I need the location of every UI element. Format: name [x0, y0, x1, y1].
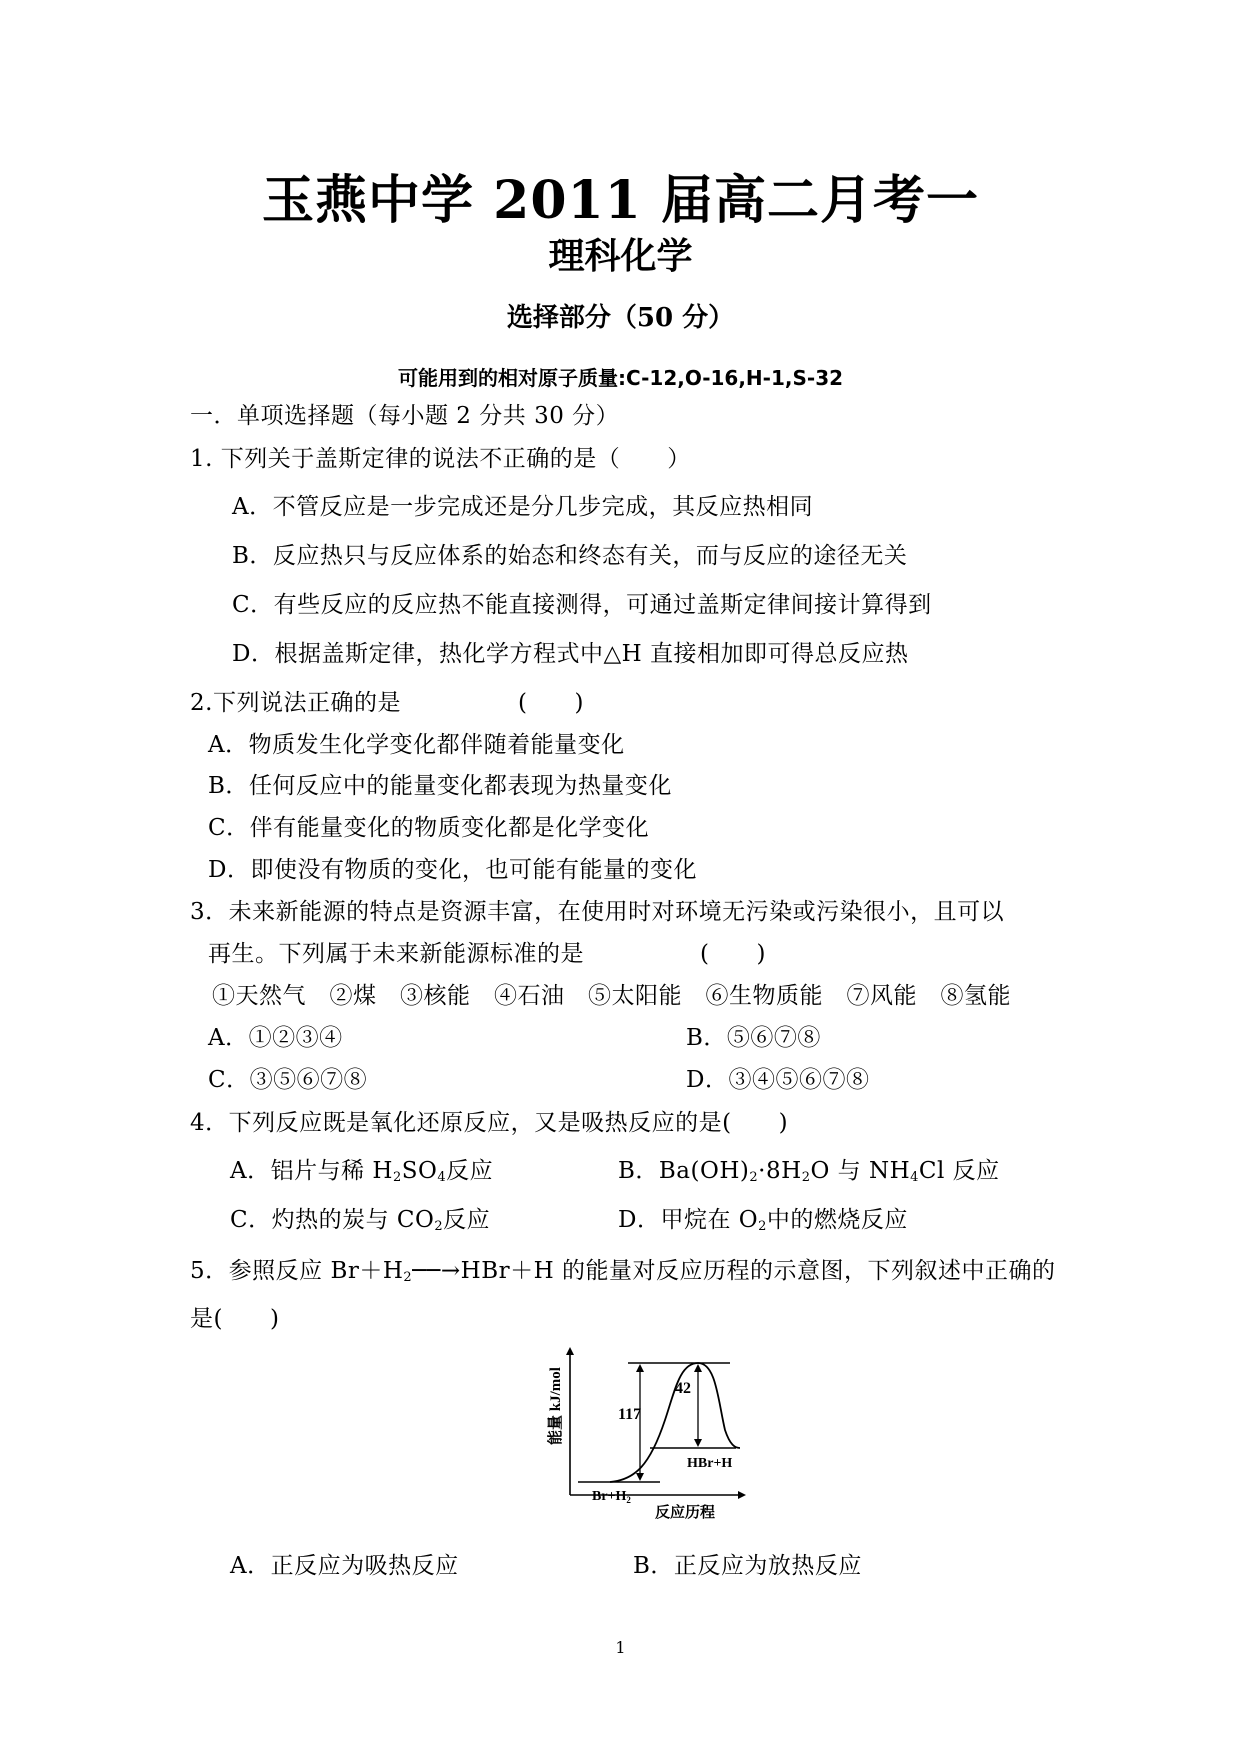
x-axis-label: 反应历程 [655, 1505, 716, 1520]
q4-option-b: B．$Ba(OH)_2\cdot 8H_2O$ 与 $NH_4Cl$ 反应 [618, 1158, 1000, 1185]
page-title: 玉燕中学 2011 届高二月考一 [262, 170, 979, 231]
q4-option-d: D．甲烷在 $O_2$中的燃烧反应 [618, 1207, 908, 1234]
q3-option-b: B．⑤⑥⑦⑧ [686, 1025, 821, 1051]
label-reactants: $Br+H_2$ [592, 1489, 631, 1505]
q3-stem-line2: 再生。下列属于未来新能源标准的是 [208, 941, 584, 967]
arrow-42-up-icon [694, 1364, 702, 1372]
q5-stem-line2: 是( ) [190, 1306, 280, 1332]
q1-option-a: A．不管反应是一步完成还是分几步完成，其反应热相同 [232, 494, 814, 520]
section-title: 选择部分（50 分） [506, 303, 735, 333]
q2-option-c: C．伴有能量变化的物质变化都是化学变化 [208, 815, 650, 841]
y-axis-label: 能量 kJ/mol [548, 1367, 564, 1445]
q2-option-d: D．即使没有物质的变化，也可能有能量的变化 [208, 857, 697, 883]
q1-option-c: C．有些反应的反应热不能直接测得，可通过盖斯定律间接计算得到 [232, 592, 932, 618]
q2-stem: 2.下列说法正确的是 [190, 690, 401, 716]
q2-answer-bracket: ( ) [518, 690, 584, 716]
q2-option-b: B．任何反应中的能量变化都表现为热量变化 [208, 773, 672, 799]
subject-title: 理科化学 [548, 235, 693, 277]
q4-option-a: A．铝片与稀 $H_2SO_4$反应 [230, 1158, 494, 1185]
arrow-117-up-icon [636, 1364, 644, 1372]
atomic-masses: 可能用到的相对原子质量:C-12,O-16,H-1,S-32 [397, 366, 844, 390]
q3-option-a: A．①②③④ [208, 1025, 343, 1051]
q2-option-a: A．物质发生化学变化都伴随着能量变化 [208, 732, 625, 758]
q4-option-c: C．灼热的炭与 $CO_2$反应 [230, 1207, 491, 1234]
arrow-42-down-icon [694, 1439, 702, 1447]
label-products: HBr+H [687, 1456, 733, 1471]
q4-stem: 4．下列反应既是氧化还原反应，又是吸热反应的是( ) [190, 1110, 789, 1136]
page-number: 1 [615, 1638, 626, 1657]
q1-option-d: D．根据盖斯定律，热化学方程式中△H 直接相加即可得总反应热 [232, 641, 909, 667]
q5-option-a: A．正反应为吸热反应 [230, 1553, 459, 1579]
q1-option-b: B．反应热只与反应体系的始态和终态有关，而与反应的途径无关 [232, 543, 908, 569]
q3-answer-bracket: ( ) [700, 941, 766, 967]
label-42: 42 [675, 1380, 691, 1397]
arrow-117-down-icon [636, 1473, 644, 1481]
energy-diagram [540, 1345, 760, 1520]
part-heading: 一．单项选择题（每小题 2 分共 30 分） [190, 403, 620, 429]
q5-option-b: B．正反应为放热反应 [633, 1553, 862, 1579]
q3-stem-line1: 3．未来新能源的特点是资源丰富，在使用时对环境无污染或污染很小，且可以 [190, 899, 1005, 925]
x-axis-arrow-icon [738, 1491, 746, 1499]
q1-stem: 1. 下列关于盖斯定律的说法不正确的是（ ） [190, 446, 691, 472]
q3-option-c: C．③⑤⑥⑦⑧ [208, 1067, 368, 1093]
q5-stem-line1: 5．参照反应 $Br+H_2──\to HBr+H$ 的能量对反应历程的示意图，下列叙述中正确的 [190, 1258, 1056, 1285]
q3-option-d: D．③④⑤⑥⑦⑧ [686, 1067, 870, 1093]
q3-energy-items: ①天然气 ②煤 ③核能 ④石油 ⑤太阳能 ⑥生物质能 ⑦风能 ⑧氢能 [212, 983, 1011, 1009]
y-axis-arrow-icon [566, 1347, 574, 1355]
label-117: 117 [618, 1406, 642, 1423]
